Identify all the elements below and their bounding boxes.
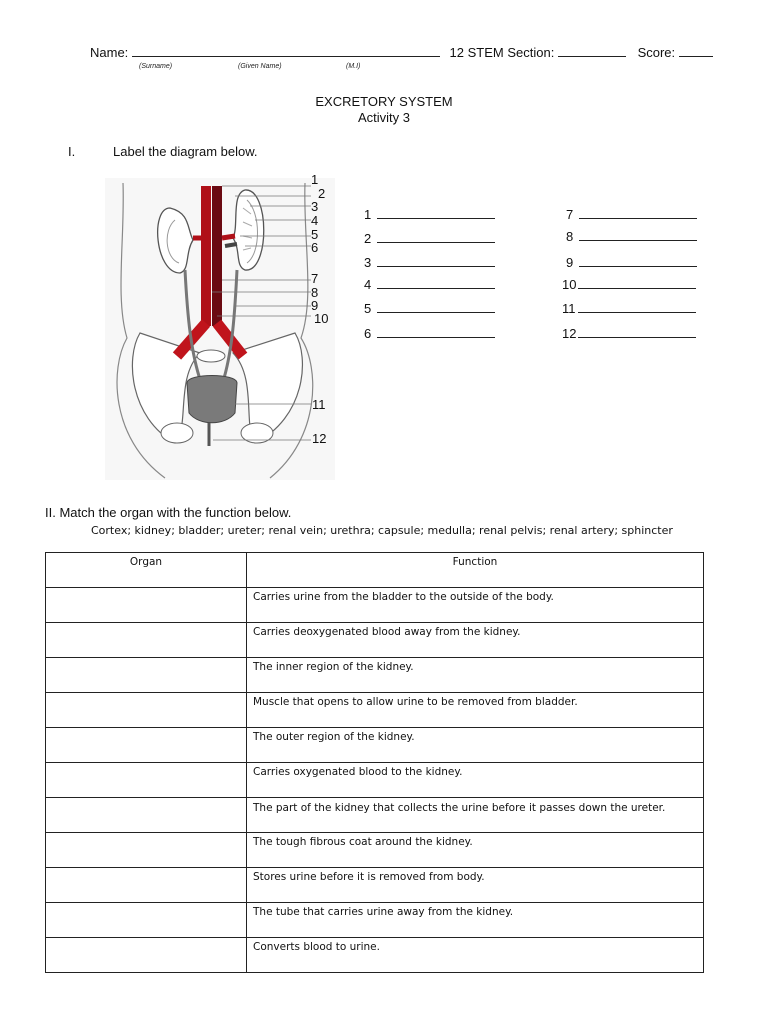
answer-blank-12[interactable] <box>562 325 696 341</box>
organ-answer-cell[interactable] <box>46 833 247 868</box>
organ-answer-cell[interactable] <box>46 868 247 903</box>
part1-heading <box>68 144 258 159</box>
table-row <box>46 658 704 693</box>
table-row <box>46 903 704 938</box>
section-field[interactable] <box>558 56 626 57</box>
answer-number: 8 <box>566 229 574 244</box>
answer-number: 10 <box>562 277 577 292</box>
function-cell: Stores urine before it is removed from body. <box>247 868 704 903</box>
answer-line[interactable] <box>377 254 495 267</box>
table-row <box>46 868 704 903</box>
organ-answer-cell[interactable] <box>46 798 247 833</box>
given-name-caption: (Given Name) <box>238 63 282 70</box>
answer-line[interactable] <box>377 230 495 243</box>
function-cell: Carries urine from the bladder to the outside of the body. <box>247 588 704 623</box>
answer-blank-3[interactable] <box>364 254 495 270</box>
diagram-label-4: 4 <box>311 213 319 228</box>
answer-blank-4[interactable] <box>364 276 495 292</box>
answer-blank-9[interactable] <box>566 254 697 270</box>
answer-number: 2 <box>364 231 372 246</box>
table-row <box>46 728 704 763</box>
answer-number: 11 <box>562 301 576 316</box>
answer-blank-5[interactable] <box>364 300 495 316</box>
word-bank: Cortex; kidney; bladder; ureter; renal vein; urethra; capsule; medulla; renal pelvis; renal artery; sphincter <box>91 524 673 537</box>
organ-answer-cell[interactable] <box>46 903 247 938</box>
answer-number: 5 <box>364 301 372 316</box>
organ-answer-cell[interactable] <box>46 763 247 798</box>
answer-blank-11[interactable] <box>562 300 696 316</box>
name-field[interactable] <box>132 56 440 57</box>
table-row <box>46 798 704 833</box>
answer-number: 1 <box>364 207 372 222</box>
table-row <box>46 588 704 623</box>
answer-line[interactable] <box>578 325 696 338</box>
function-cell: The inner region of the kidney. <box>247 658 704 693</box>
diagram-label-6: 6 <box>311 240 319 255</box>
organ-answer-cell[interactable] <box>46 588 247 623</box>
answer-number: 12 <box>562 326 577 341</box>
answer-blank-2[interactable] <box>364 230 495 246</box>
answer-line[interactable] <box>579 228 697 241</box>
diagram-label-3: 3 <box>311 199 319 214</box>
answer-line[interactable] <box>377 206 495 219</box>
table-row <box>46 623 704 658</box>
table-row <box>46 833 704 868</box>
answer-line[interactable] <box>579 254 697 267</box>
table-header-row <box>46 553 704 588</box>
table-row <box>46 693 704 728</box>
urinary-system-diagram <box>105 178 335 480</box>
section-label: 12 STEM Section: <box>449 45 555 60</box>
answer-number: 3 <box>364 255 372 270</box>
organ-answer-cell[interactable] <box>46 658 247 693</box>
diagram-label-8: 8 <box>311 285 319 300</box>
function-cell: Carries oxygenated blood to the kidney. <box>247 763 704 798</box>
page-title: EXCRETORY SYSTEM <box>315 94 453 109</box>
answer-number: 9 <box>566 255 574 270</box>
answer-number: 7 <box>566 207 574 222</box>
answer-line[interactable] <box>377 276 495 289</box>
score-label: Score: <box>637 45 676 60</box>
answer-line[interactable] <box>377 325 495 338</box>
diagram-label-10: 10 <box>314 311 329 326</box>
function-cell: The tube that carries urine away from the kidney. <box>247 903 704 938</box>
function-cell: Converts blood to urine. <box>247 938 704 973</box>
diagram-label-2: 2 <box>318 186 326 201</box>
part2-instruction: II. Match the organ with the function below. <box>45 505 292 520</box>
function-cell: Carries deoxygenated blood away from the kidney. <box>247 623 704 658</box>
answer-blank-10[interactable] <box>562 276 696 292</box>
function-cell: The part of the kidney that collects the urine before it passes down the ureter. <box>247 798 704 833</box>
diagram-label-9: 9 <box>311 298 319 313</box>
score-field[interactable] <box>679 56 713 57</box>
organ-answer-cell[interactable] <box>46 728 247 763</box>
function-cell: Muscle that opens to allow urine to be removed from bladder. <box>247 693 704 728</box>
table-row <box>46 938 704 973</box>
organ-answer-cell[interactable] <box>46 623 247 658</box>
answer-line[interactable] <box>377 300 495 313</box>
function-cell: The tough fibrous coat around the kidney. <box>247 833 704 868</box>
organ-column-header: Organ <box>46 553 247 588</box>
diagram-label-5: 5 <box>311 227 319 242</box>
answer-blank-8[interactable] <box>566 228 697 244</box>
table-row <box>46 763 704 798</box>
page-subtitle: Activity 3 <box>357 110 410 125</box>
answer-blank-6[interactable] <box>364 325 495 341</box>
organ-answer-cell[interactable] <box>46 938 247 973</box>
diagram-label-7: 7 <box>311 271 319 286</box>
organ-answer-cell[interactable] <box>46 693 247 728</box>
part1-numeral: I. <box>68 144 76 159</box>
answer-line[interactable] <box>579 206 697 219</box>
function-cell: The outer region of the kidney. <box>247 728 704 763</box>
function-column-header: Function <box>247 553 704 588</box>
answer-blank-7[interactable] <box>566 206 697 222</box>
diagram-label-1: 1 <box>311 172 319 187</box>
part1-instruction: Label the diagram below. <box>113 144 258 159</box>
header-row <box>90 45 713 60</box>
answer-line[interactable] <box>578 300 696 313</box>
answer-number: 6 <box>364 326 372 341</box>
name-label: Name: <box>90 45 129 60</box>
surname-caption: (Surname) <box>139 63 173 70</box>
answer-blank-1[interactable] <box>364 206 495 222</box>
diagram-label-11: 11 <box>312 397 326 412</box>
matching-table <box>45 552 704 973</box>
mi-caption: (M.I) <box>346 63 361 70</box>
answer-line[interactable] <box>578 276 696 289</box>
diagram-label-12: 12 <box>312 431 327 446</box>
answer-number: 4 <box>364 277 372 292</box>
